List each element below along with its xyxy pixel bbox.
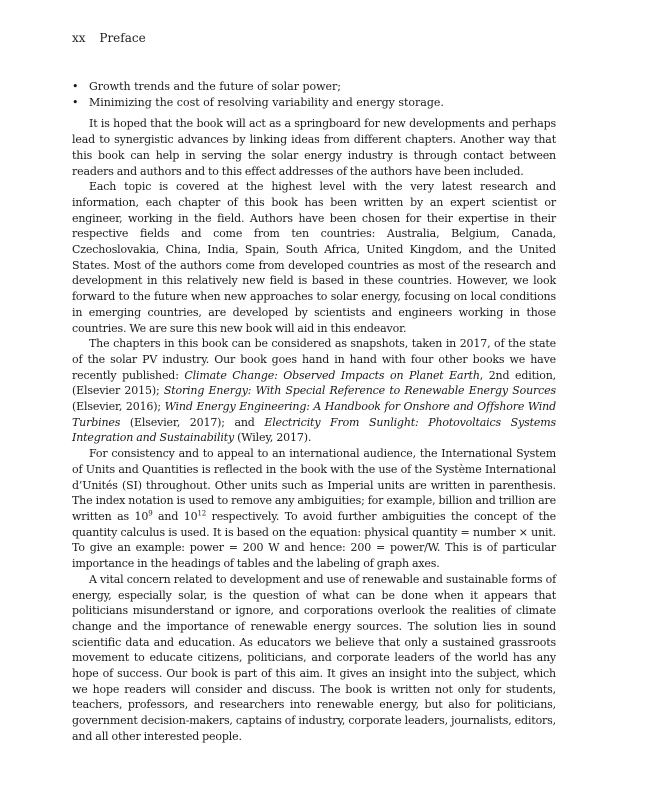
paragraph-text: (Wiley, 2017). — [234, 431, 312, 445]
document-page — [72, 30, 556, 745]
paragraph-authors: Each topic is covered at the highest level with the very latest research and information, each chapter of this book has been written by an expert scientist or engineer, working in the field. Authors have been chosen for their expertise in their respective fields and come from ten countries: Australia, Belgium, Canada, Czechoslovakia, China, India, Spain, South Africa, United Kingdom, and the United States. Most of the authors come from developed countries as most of the research and development in this relatively new field is based in these countries. However, we look forward to the future when new approaches to solar energy, focusing on local conditions in emerging countries, are developed by scientists and engineers working in those countries. We are sure this new book will aid in this endeavor. — [72, 180, 556, 335]
book-title: Climate Change: Observed Impacts on Planet Earth — [184, 368, 480, 382]
paragraph-text: respectively. To avoid further ambiguities the concept of the quantity calculus is used. It is based on the equation: physical quantity = number × unit. To give an example: power = 200 W and hence: 200 = power/W. This is of particular importance in the headings of tables and the labeling of graph axes. — [72, 509, 557, 571]
bullet-item: • Growth trends and the future of solar power; — [72, 79, 556, 95]
running-head-title: Preface — [99, 31, 146, 45]
superscript: 12 — [197, 509, 207, 518]
bullet-item: • Minimizing the cost of resolving variability and energy storage. — [72, 95, 556, 111]
paragraph-text: , 2nd edition, (Elsevier 2015); — [72, 368, 556, 398]
bullet-list — [72, 79, 556, 110]
paragraph-companion-books — [72, 336, 556, 446]
book-title: Storing Energy: With Special Reference to Renewable Energy Sources — [163, 384, 556, 398]
paragraph-text: (Elsevier, 2016); — [72, 400, 165, 414]
superscript: 9 — [148, 509, 153, 518]
paragraph-text: and 10 — [152, 509, 198, 523]
paragraph-vital-concern: A vital concern related to development and use of renewable and sustainable forms of energy, especially solar, is the question of what can be done when it appears that politicians misunderstand or ignore, and corporations overlook the realities of climate change and the importance of renewable energy sources. The solution lies in sound scientific data and education. As educators we believe that only a sustained grassroots movement to educate citizens, politicians, and corporate leaders of the world has any hope of success. Our book is part of this aim. It gives an insight into the subject, which we hope readers will consider and discuss. The book is written not only for students, teachers, professors, and researchers into renewable energy, but also for politicians, government decision-makers, captains of industry, corporate leaders, journalists, editors, and all other interested people. — [72, 572, 556, 743]
paragraph-text: For consistency and to appeal to an international audience, the International System of Units and Quantities is reflected in the book with the use of the Système International d’Unités (SI) throughout. Other units such as Imperial units are written in parenthesis. The index notation is used to remove any ambiguities; for example, billion and trillion are written as 10 — [72, 447, 556, 523]
book-title: Wind Energy Engineering: A Handbook for Onshore and Offshore Wind Turbines — [72, 400, 557, 429]
page-number: xx — [72, 31, 86, 45]
running-head — [72, 30, 556, 46]
book-title: Electricity From Sunlight: Photovoltaics Systems Integration and Sustainability — [72, 415, 557, 445]
paragraph-springboard: It is hoped that the book will act as a springboard for new developments and perhaps lead to synergistic advances by linking ideas from different chapters. Another way that this book can help in serving the solar energy industry is through contact between readers and authors and to this effect addresses of the authors have been included. — [72, 117, 556, 178]
paragraph-text: (Elsevier, 2017); and — [120, 415, 265, 429]
paragraph-units — [72, 446, 556, 572]
paragraph-text: The chapters in this book can be considered as snapshots, taken in 2017, of the state of the solar PV industry. Our book goes hand in hand with four other books we have recently published: — [72, 337, 556, 382]
